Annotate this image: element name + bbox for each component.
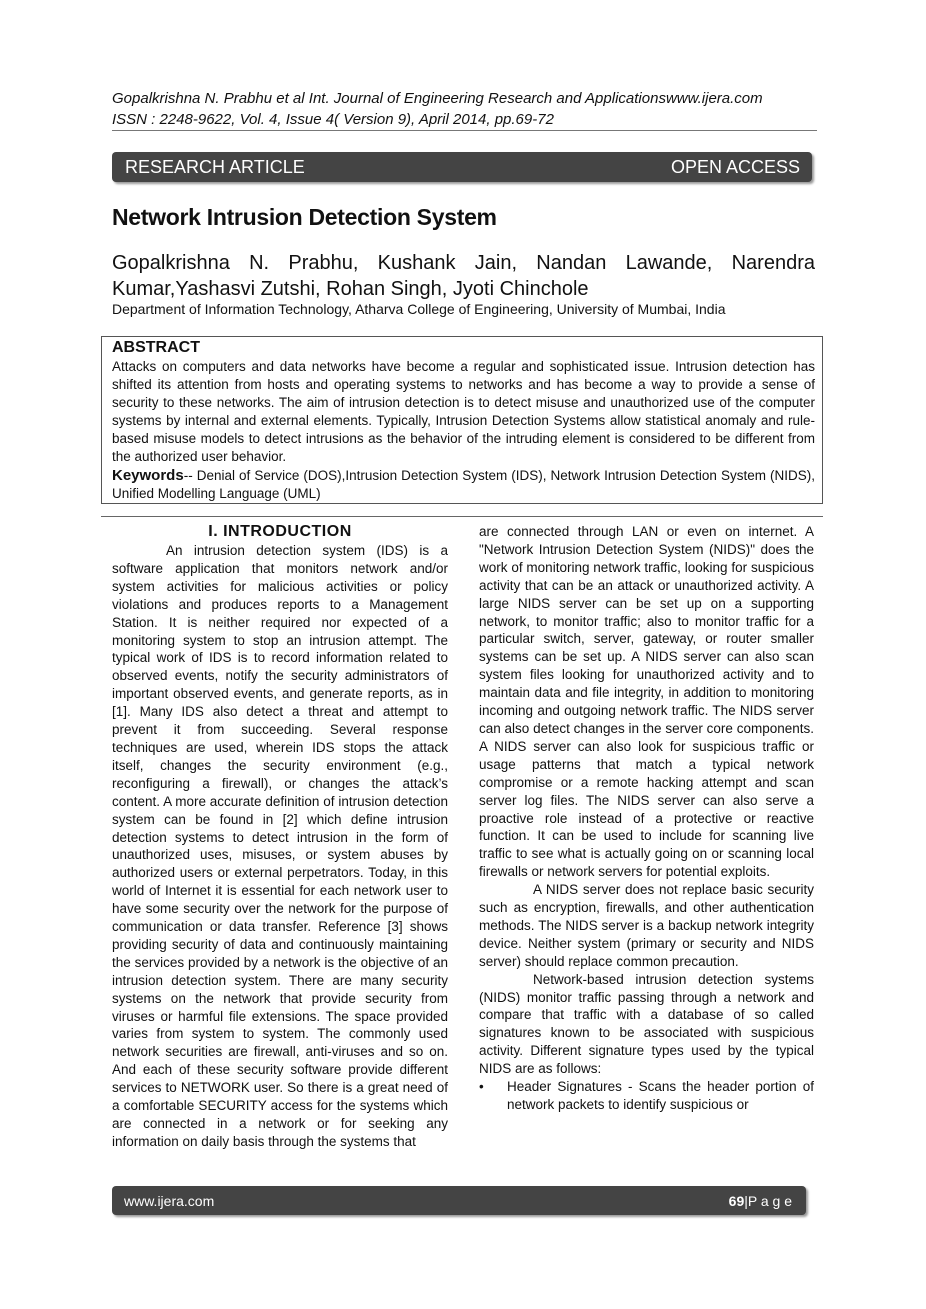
nids-server-paragraph: A NIDS server does not replace basic security such as encryption, firewalls, and other authentication methods. The NIDS server is a backup network integrity device. Neither system (primary or security and NIDS server) should replace common precaution. [479,882,814,969]
header-divider [112,130,817,131]
article-banner [112,152,812,182]
page-label: |P a g e [744,1193,792,1209]
bullet-icon: • [479,1079,484,1095]
page-footer [112,1186,806,1215]
issn-line: ISSN : 2248-9622, Vol. 4, Issue 4( Version 9), April 2014, pp.69-72 [112,111,554,128]
page-number-label [729,1193,792,1209]
nids-paragraph: are connected through LAN or even on internet. A "Network Intrusion Detection System (NIDS)" does the work of monitoring network traffic, looking for suspicious activity that can be an attack or unauthorized activity. A large NIDS server can be set up on a supporting network, to monitor traffic; also to monitor traffic for a particular switch, server, gateway, or router smaller systems can be set up. A NIDS server can also scan system files looking for unauthorized activity and to maintain data and file integrity, in addition to monitoring incoming and outgoing network traffic. The NIDS server can also detect changes in the server core components. A NIDS server can also look for suspicious traffic or usage patterns that match a typical network compromise or a remote hacking attempt and scan server log files. The NIDS server can also serve a proactive role instead of a protective or reactive function. It can be used to include for scanning live traffic to see what is actually going on or scanning local firewalls or network servers for potential exploits. [479,524,814,880]
intro-paragraph: An intrusion detection system (IDS) is a software application that monitors network and/or system activities for malicious activities or policy violations and produces reports to a Management Station. It is neither required nor expected of a monitoring system to stop an intrusion attempt. The typical work of IDS is to record information related to observed events, notify the security administrators of important observed events, and generate reports, as in [1]. Many IDS also detect a threat and attempt to prevent it from succeeding. Several response techniques are used, wherein IDS stops the attack itself, changes the security environment (e.g., reconfiguring a firewall), or changes the attack’s content. A more accurate definition of intrusion detection system can be found in [2] which define intrusion detection systems to detect intrusion in the form of unauthorized uses, misuses, or system abuses by authorized users or external perpetrators. Today, in this world of Internet it is essential for each network user to have some security over the network for the purpose of communication or data transfer. Reference [3] shows providing security of data and continuously maintaining the services provided by a network is the objective of an intrusion detection system. There are many security systems on the network that provide security from viruses or harmful file extensions. The space provided varies from system to system. The commonly used network securities are firewall, anti-viruses and so on. And each of these security software provide different services to NETWORK user. So there is a great need of a comfortable SECURITY access for the systems which are connected in a network or for seeking any information on daily basis through the systems that [112,543,448,1149]
bullet-text: Header Signatures - Scans the header portion of network packets to identify suspicious or [507,1079,814,1112]
right-column [479,523,814,1114]
left-column [112,542,448,1151]
abstract-heading: ABSTRACT [112,339,200,356]
abstract-divider [101,516,823,517]
journal-citation: Gopalkrishna N. Prabhu et al Int. Journal of Engineering Research and Applicationswww.ijera.com [112,90,763,107]
list-item [479,1078,814,1114]
footer-url: www.ijera.com [124,1193,215,1209]
keywords-label: Keywords [112,467,184,484]
keywords-text: -- Denial of Service (DOS),Intrusion Detection System (IDS), Network Intrusion Detection System (NIDS), Unified Modelling Language (UML) [112,468,815,501]
article-type-label: RESEARCH ARTICLE [125,157,305,177]
keywords-block [112,467,815,503]
author-list: Gopalkrishna N. Prabhu, Kushank Jain, Nandan Lawande, Narendra Kumar,Yashasvi Zutshi, Rohan Singh, Jyoti Chinchole [112,252,815,300]
abstract-text: Attacks on computers and data networks have become a regular and sophisticated issue. Intrusion detection has shifted its attention from hosts and operating systems to networks and has become a way to provide a sense of security to these networks. The aim of intrusion detection is to detect misuse and unauthorized use of the computer systems by internal and external elements. Typically, Intrusion Detection Systems allow statistical anomaly and rule-based misuse models to detect intrusions as the behavior of the intruding element is considered to be different from the authorized user behavior. [112,359,815,464]
page-number: 69 [728,1193,745,1209]
access-label: OPEN ACCESS [670,157,800,177]
section-heading: I. INTRODUCTION [208,523,352,540]
affiliation: Department of Information Technology, Atharva College of Engineering, University of Mumbai, India [112,301,726,317]
journal-header [112,88,817,130]
paper-title: Network Intrusion Detection System [112,204,497,230]
nids-signature-paragraph: Network-based intrusion detection systems (NIDS) monitor traffic passing through a network and compare that traffic with a database of so called signatures known to be associated with suspicious activity. Different signature types used by the typical NIDS are as follows: [479,971,814,1077]
